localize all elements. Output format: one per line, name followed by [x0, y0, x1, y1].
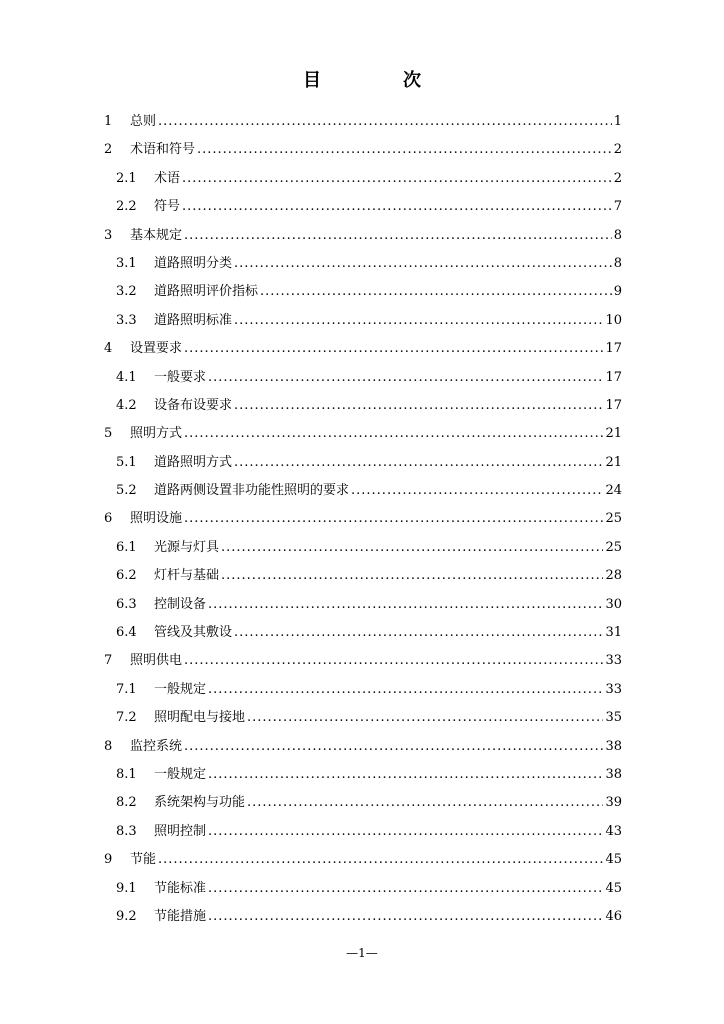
toc-entry	[104, 477, 622, 505]
toc-entry-number: 5.2	[116, 483, 137, 499]
toc-entry-label: 管线及其敷设	[154, 625, 233, 641]
toc-entry-number: 8.2	[116, 795, 137, 811]
toc-entry-number: 9.1	[116, 880, 137, 896]
toc-entry	[104, 704, 622, 732]
toc-entry-page: 1	[613, 114, 622, 129]
toc-entry-label: 道路照明方式	[154, 454, 233, 470]
dot-leader	[158, 108, 612, 136]
dot-leader	[184, 733, 603, 761]
toc-entry-page: 17	[605, 369, 622, 385]
toc-entry	[104, 278, 622, 306]
toc-entry-page: 2	[613, 170, 622, 186]
dot-leader	[234, 619, 603, 647]
toc-entry	[104, 619, 622, 647]
toc-entry	[104, 903, 622, 931]
toc-entry	[104, 222, 622, 250]
toc-entry	[104, 534, 622, 562]
toc-entry-page: 46	[605, 908, 622, 924]
toc-entry-number: 7.2	[116, 710, 137, 726]
toc-entry-label: 一般规定	[154, 681, 207, 697]
toc-entry-label: 系统架构与功能	[154, 795, 246, 811]
toc-entry-number: 7	[104, 653, 113, 669]
dot-leader	[221, 534, 603, 562]
toc-entry-page: 21	[605, 454, 622, 470]
dot-leader	[184, 222, 612, 250]
page-title: 目 次	[303, 70, 453, 91]
toc-entry-number: 8.1	[116, 766, 137, 782]
dot-leader	[234, 307, 603, 335]
toc-entry-page: 21	[605, 426, 622, 442]
toc-entry-number: 4.1	[116, 369, 137, 385]
toc-entry-page: 8	[613, 227, 622, 243]
toc-entry	[104, 505, 622, 533]
toc-entry	[104, 562, 622, 590]
toc-entry-page: 43	[605, 823, 622, 839]
toc-entry	[104, 108, 622, 136]
toc-entry-number: 9.2	[116, 908, 137, 924]
toc-entry-number: 5.1	[116, 454, 137, 470]
dot-leader	[208, 818, 603, 846]
toc-entry	[104, 136, 622, 164]
toc-entry	[104, 420, 622, 448]
toc-entry-label: 道路照明分类	[154, 255, 233, 271]
toc-entry	[104, 818, 622, 846]
toc-entry	[104, 733, 622, 761]
toc-entry-page: 33	[605, 653, 622, 669]
toc-entry	[104, 591, 622, 619]
toc-entry-page: 30	[605, 596, 622, 612]
page-number: —1—	[346, 946, 378, 960]
toc-entry-label: 节能措施	[154, 908, 207, 924]
dot-leader	[260, 278, 612, 306]
toc-entry-number: 1	[104, 114, 113, 129]
toc-entry-number: 2.1	[116, 170, 137, 186]
toc-entry-page: 45	[605, 852, 622, 868]
dot-leader	[182, 193, 612, 221]
toc-entry-label: 照明控制	[154, 823, 207, 839]
toc-entry	[104, 364, 622, 392]
dot-leader	[234, 392, 603, 420]
toc-entry	[104, 250, 622, 278]
toc-entry-number: 6.2	[116, 568, 137, 584]
toc-entry-page: 24	[605, 483, 622, 499]
toc-entry-page: 38	[605, 766, 622, 782]
toc-entry-number: 5	[104, 426, 113, 442]
toc-entry-label: 监控系统	[130, 738, 183, 754]
toc-entry-label: 节能标准	[154, 880, 207, 896]
toc-entry-number: 8	[104, 738, 113, 754]
toc-entry-page: 25	[605, 511, 622, 527]
toc-entry	[104, 307, 622, 335]
toc-entry-page: 38	[605, 738, 622, 754]
dot-leader	[208, 591, 603, 619]
toc-entry-number: 6.1	[116, 539, 137, 555]
toc-entry-page: 35	[605, 710, 622, 726]
dot-leader	[184, 647, 603, 675]
toc-entry-page: 28	[605, 568, 622, 584]
toc-entry-page: 39	[605, 795, 622, 811]
dot-leader	[184, 505, 603, 533]
dot-leader	[208, 676, 603, 704]
toc-entry	[104, 335, 622, 363]
dot-leader	[208, 875, 603, 903]
toc-entry-number: 6.4	[116, 625, 137, 641]
dot-leader	[184, 335, 603, 363]
toc-entry-label: 节能	[130, 852, 157, 868]
toc-entry-page: 45	[605, 880, 622, 896]
toc-entry-label: 照明供电	[130, 653, 183, 669]
toc-entry-label: 基本规定	[130, 227, 183, 243]
toc-entry-label: 设备布设要求	[154, 397, 233, 413]
toc-entry	[104, 676, 622, 704]
toc-entry-number: 6	[104, 511, 113, 527]
toc-entry-page: 17	[605, 397, 622, 413]
toc-entry-page: 17	[605, 341, 622, 357]
dot-leader	[221, 562, 603, 590]
toc-entry	[104, 165, 622, 193]
toc-entry-label: 控制设备	[154, 596, 207, 612]
toc-entry-label: 道路照明标准	[154, 312, 233, 328]
toc-entry-page: 25	[605, 539, 622, 555]
dot-leader	[247, 704, 603, 732]
toc-entry-number: 9	[104, 852, 113, 868]
toc-entry	[104, 846, 622, 874]
toc-entry-label: 术语和符号	[130, 142, 196, 158]
toc-entry	[104, 193, 622, 221]
toc-entry	[104, 449, 622, 477]
dot-leader	[208, 364, 603, 392]
toc-entry	[104, 761, 622, 789]
toc-entry-number: 6.3	[116, 596, 137, 612]
toc-entry-page: 33	[605, 681, 622, 697]
toc-entry-number: 4	[104, 341, 113, 357]
dot-leader	[182, 165, 612, 193]
toc-entry-label: 道路照明评价指标	[154, 284, 259, 300]
toc-entry-number: 2	[104, 142, 113, 158]
toc-entry-page: 2	[613, 142, 622, 158]
toc-entry-label: 一般规定	[154, 766, 207, 782]
toc-entry-label: 照明方式	[130, 426, 183, 442]
toc-entry	[104, 789, 622, 817]
dot-leader	[234, 449, 603, 477]
toc-entry-label: 总则	[130, 114, 157, 129]
dot-leader	[208, 761, 603, 789]
dot-leader	[197, 136, 612, 164]
toc-entry-label: 道路两侧设置非功能性照明的要求	[154, 483, 350, 499]
dot-leader	[208, 903, 603, 931]
toc-entry-label: 光源与灯具	[154, 539, 220, 555]
toc-entry-page: 7	[613, 199, 622, 215]
toc-entry-label: 设置要求	[130, 341, 183, 357]
toc-entry	[104, 392, 622, 420]
toc-entry-number: 3	[104, 227, 113, 243]
toc-entry-label: 一般要求	[154, 369, 207, 385]
toc-entry-label: 照明配电与接地	[154, 710, 246, 726]
dot-leader	[158, 846, 603, 874]
toc-entry-number: 8.3	[116, 823, 137, 839]
dot-leader	[184, 420, 603, 448]
toc-entry-label: 灯杆与基础	[154, 568, 220, 584]
toc-entry-number: 3.2	[116, 284, 137, 300]
dot-leader	[234, 250, 612, 278]
table-of-contents	[104, 108, 622, 931]
toc-entry-page: 8	[613, 255, 622, 271]
toc-entry	[104, 647, 622, 675]
toc-entry-number: 7.1	[116, 681, 137, 697]
toc-entry-page: 10	[605, 312, 622, 328]
toc-entry-number: 3.1	[116, 255, 137, 271]
dot-leader	[247, 789, 603, 817]
toc-entry-label: 照明设施	[130, 511, 183, 527]
toc-entry-page: 31	[605, 625, 622, 641]
toc-entry-number: 3.3	[116, 312, 137, 328]
dot-leader	[351, 477, 603, 505]
toc-entry-label: 符号	[154, 199, 181, 215]
toc-entry	[104, 875, 622, 903]
toc-entry-page: 9	[613, 284, 622, 300]
toc-entry-number: 4.2	[116, 397, 137, 413]
toc-entry-label: 术语	[154, 170, 181, 186]
toc-entry-number: 2.2	[116, 199, 137, 215]
